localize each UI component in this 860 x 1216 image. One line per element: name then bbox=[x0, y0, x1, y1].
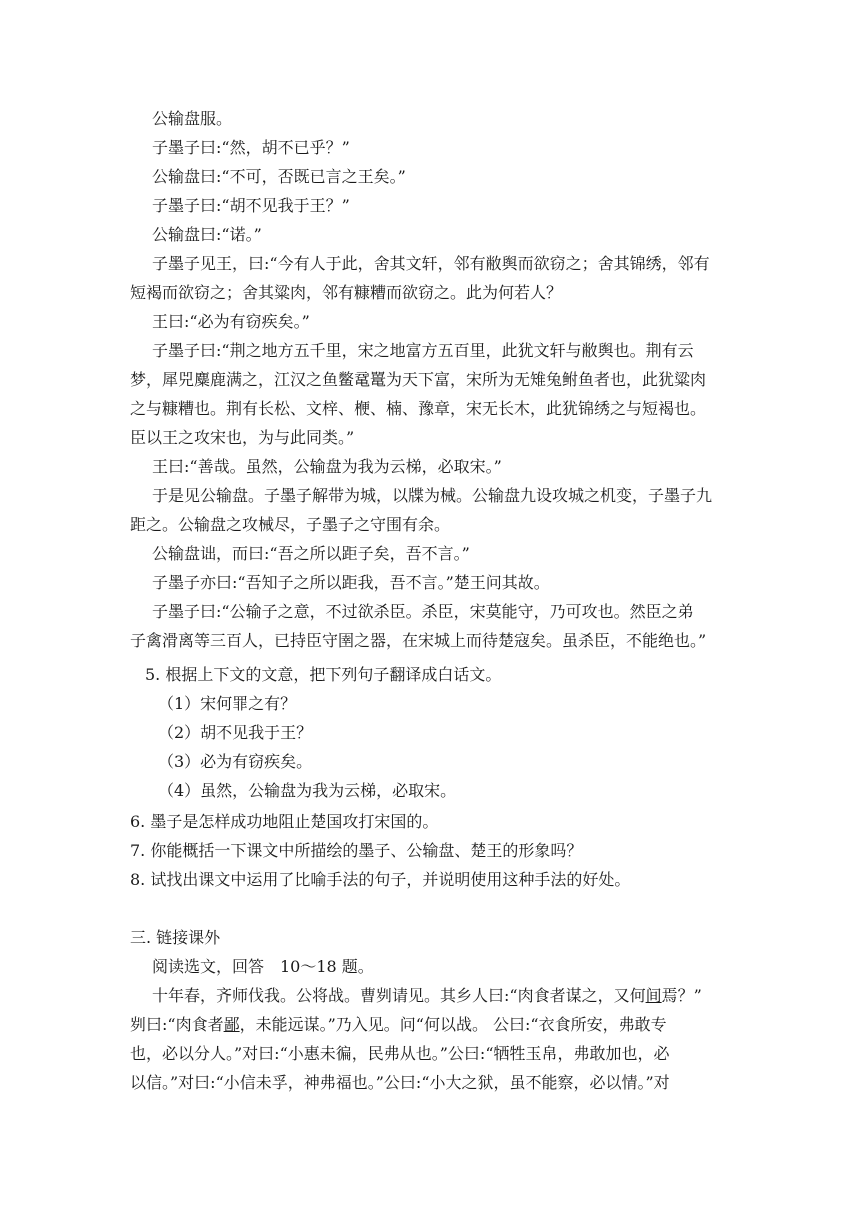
passage-line: 子墨子见王，曰:“今有人于此，舍其文轩，邻有敝舆而欲窃之；舍其锦绣，邻有 bbox=[152, 254, 710, 273]
underlined-word: 鄙 bbox=[223, 1015, 240, 1034]
question-5-item: （4）虽然，公输盘为我为云梯，必取宋。 bbox=[158, 781, 457, 800]
section-heading: 三. 链接课外 bbox=[130, 928, 221, 947]
passage-line: 公输盘曰:“不可，否既已言之王矣。” bbox=[152, 167, 406, 186]
excerpt-line: 也，必以分人。”对曰:“小惠未徧，民弗从也。”公曰:“牺牲玉帛，弗敢加也，必 bbox=[130, 1044, 670, 1063]
question-8: 8. 试找出课文中运用了比喻手法的句子，并说明使用这种手法的好处。 bbox=[130, 870, 631, 889]
excerpt-line: 十年春，齐师伐我。公将战。曹刿请见。其乡人曰:“肉食者谋之，又何间焉？” bbox=[152, 986, 702, 1005]
passage-line: 子墨子曰:“胡不见我于王？” bbox=[152, 196, 350, 215]
question-7: 7. 你能概括一下课文中所描绘的墨子、公输盘、楚王的形象吗？ bbox=[130, 841, 583, 860]
passage-line: 子墨子亦曰:“吾知子之所以距我，吾不言。”楚王问其故。 bbox=[152, 573, 550, 592]
excerpt-line: 以信。”对曰:“小信未孚，神弗福也。”公曰:“小大之狱，虽不能察，必以情。”对 bbox=[130, 1073, 670, 1092]
question-5: 5. 根据上下文的文意，把下列句子翻译成白话文。 bbox=[145, 665, 502, 684]
passage-line: 公输盘曰:“诺。” bbox=[152, 225, 262, 244]
passage-line: 子墨子曰:“公输子之意，不过欲杀臣。杀臣，宋莫能守，乃可攻也。然臣之弟 bbox=[152, 602, 694, 621]
excerpt-line: 刿曰:“肉食者鄙，未能远谋。”乃入见。问“何以战。 公曰:“衣食所安，弗敢专 bbox=[130, 1015, 667, 1034]
passage-line: 子禽滑离等三百人，已持臣守圉之器，在宋城上而待楚寇矣。虽杀臣，不能绝也。” bbox=[130, 631, 707, 650]
question-6: 6. 墨子是怎样成功地阻止楚国攻打宋国的。 bbox=[130, 812, 439, 831]
passage-line: 之与糠糟也。荆有长松、文梓、楩、楠、豫章，宋无长木，此犹锦绣之与短褐也。 bbox=[130, 399, 707, 418]
passage-line: 公输盘服。 bbox=[152, 109, 233, 128]
section-instruction: 阅读选文，回答 10～18 题。 bbox=[152, 957, 374, 976]
passage-line: 距之。公输盘之攻械尽，子墨子之守围有余。 bbox=[130, 515, 451, 534]
question-5-item: （2）胡不见我于王？ bbox=[158, 723, 313, 742]
passage-line: 子墨子曰:“荆之地方五千里，宋之地富方五百里，此犹文轩与敝舆也。荆有云 bbox=[152, 341, 694, 360]
question-5-item: （3）必为有窃疾矣。 bbox=[158, 752, 313, 771]
passage-line: 臣以王之攻宋也，为与此同类。” bbox=[130, 428, 355, 447]
passage-line: 短褐而欲窃之；舍其粱肉，邻有糠糟而欲窃之。此为何若人？ bbox=[130, 283, 563, 302]
passage-line: 于是见公输盘。子墨子解带为城，以牒为械。公输盘九设攻城之机变，子墨子九 bbox=[152, 486, 713, 505]
passage-line: 子墨子曰:“然，胡不已乎？” bbox=[152, 138, 350, 157]
passage-line: 梦，犀兕麋鹿满之，江汉之鱼鳖鼋鼍为天下富，宋所为无雉兔鲋鱼者也，此犹粱肉 bbox=[130, 370, 707, 389]
passage-line: 公输盘诎，而曰:“吾之所以距子矣，吾不言。” bbox=[152, 544, 470, 563]
passage-line: 王曰:“善哉。虽然，公输盘为我为云梯，必取宋。” bbox=[152, 457, 502, 476]
underlined-word: 间 bbox=[645, 986, 662, 1005]
question-5-item: （1）宋何罪之有？ bbox=[158, 694, 297, 713]
passage-line: 王曰:“必为有窃疾矣。” bbox=[152, 312, 310, 331]
